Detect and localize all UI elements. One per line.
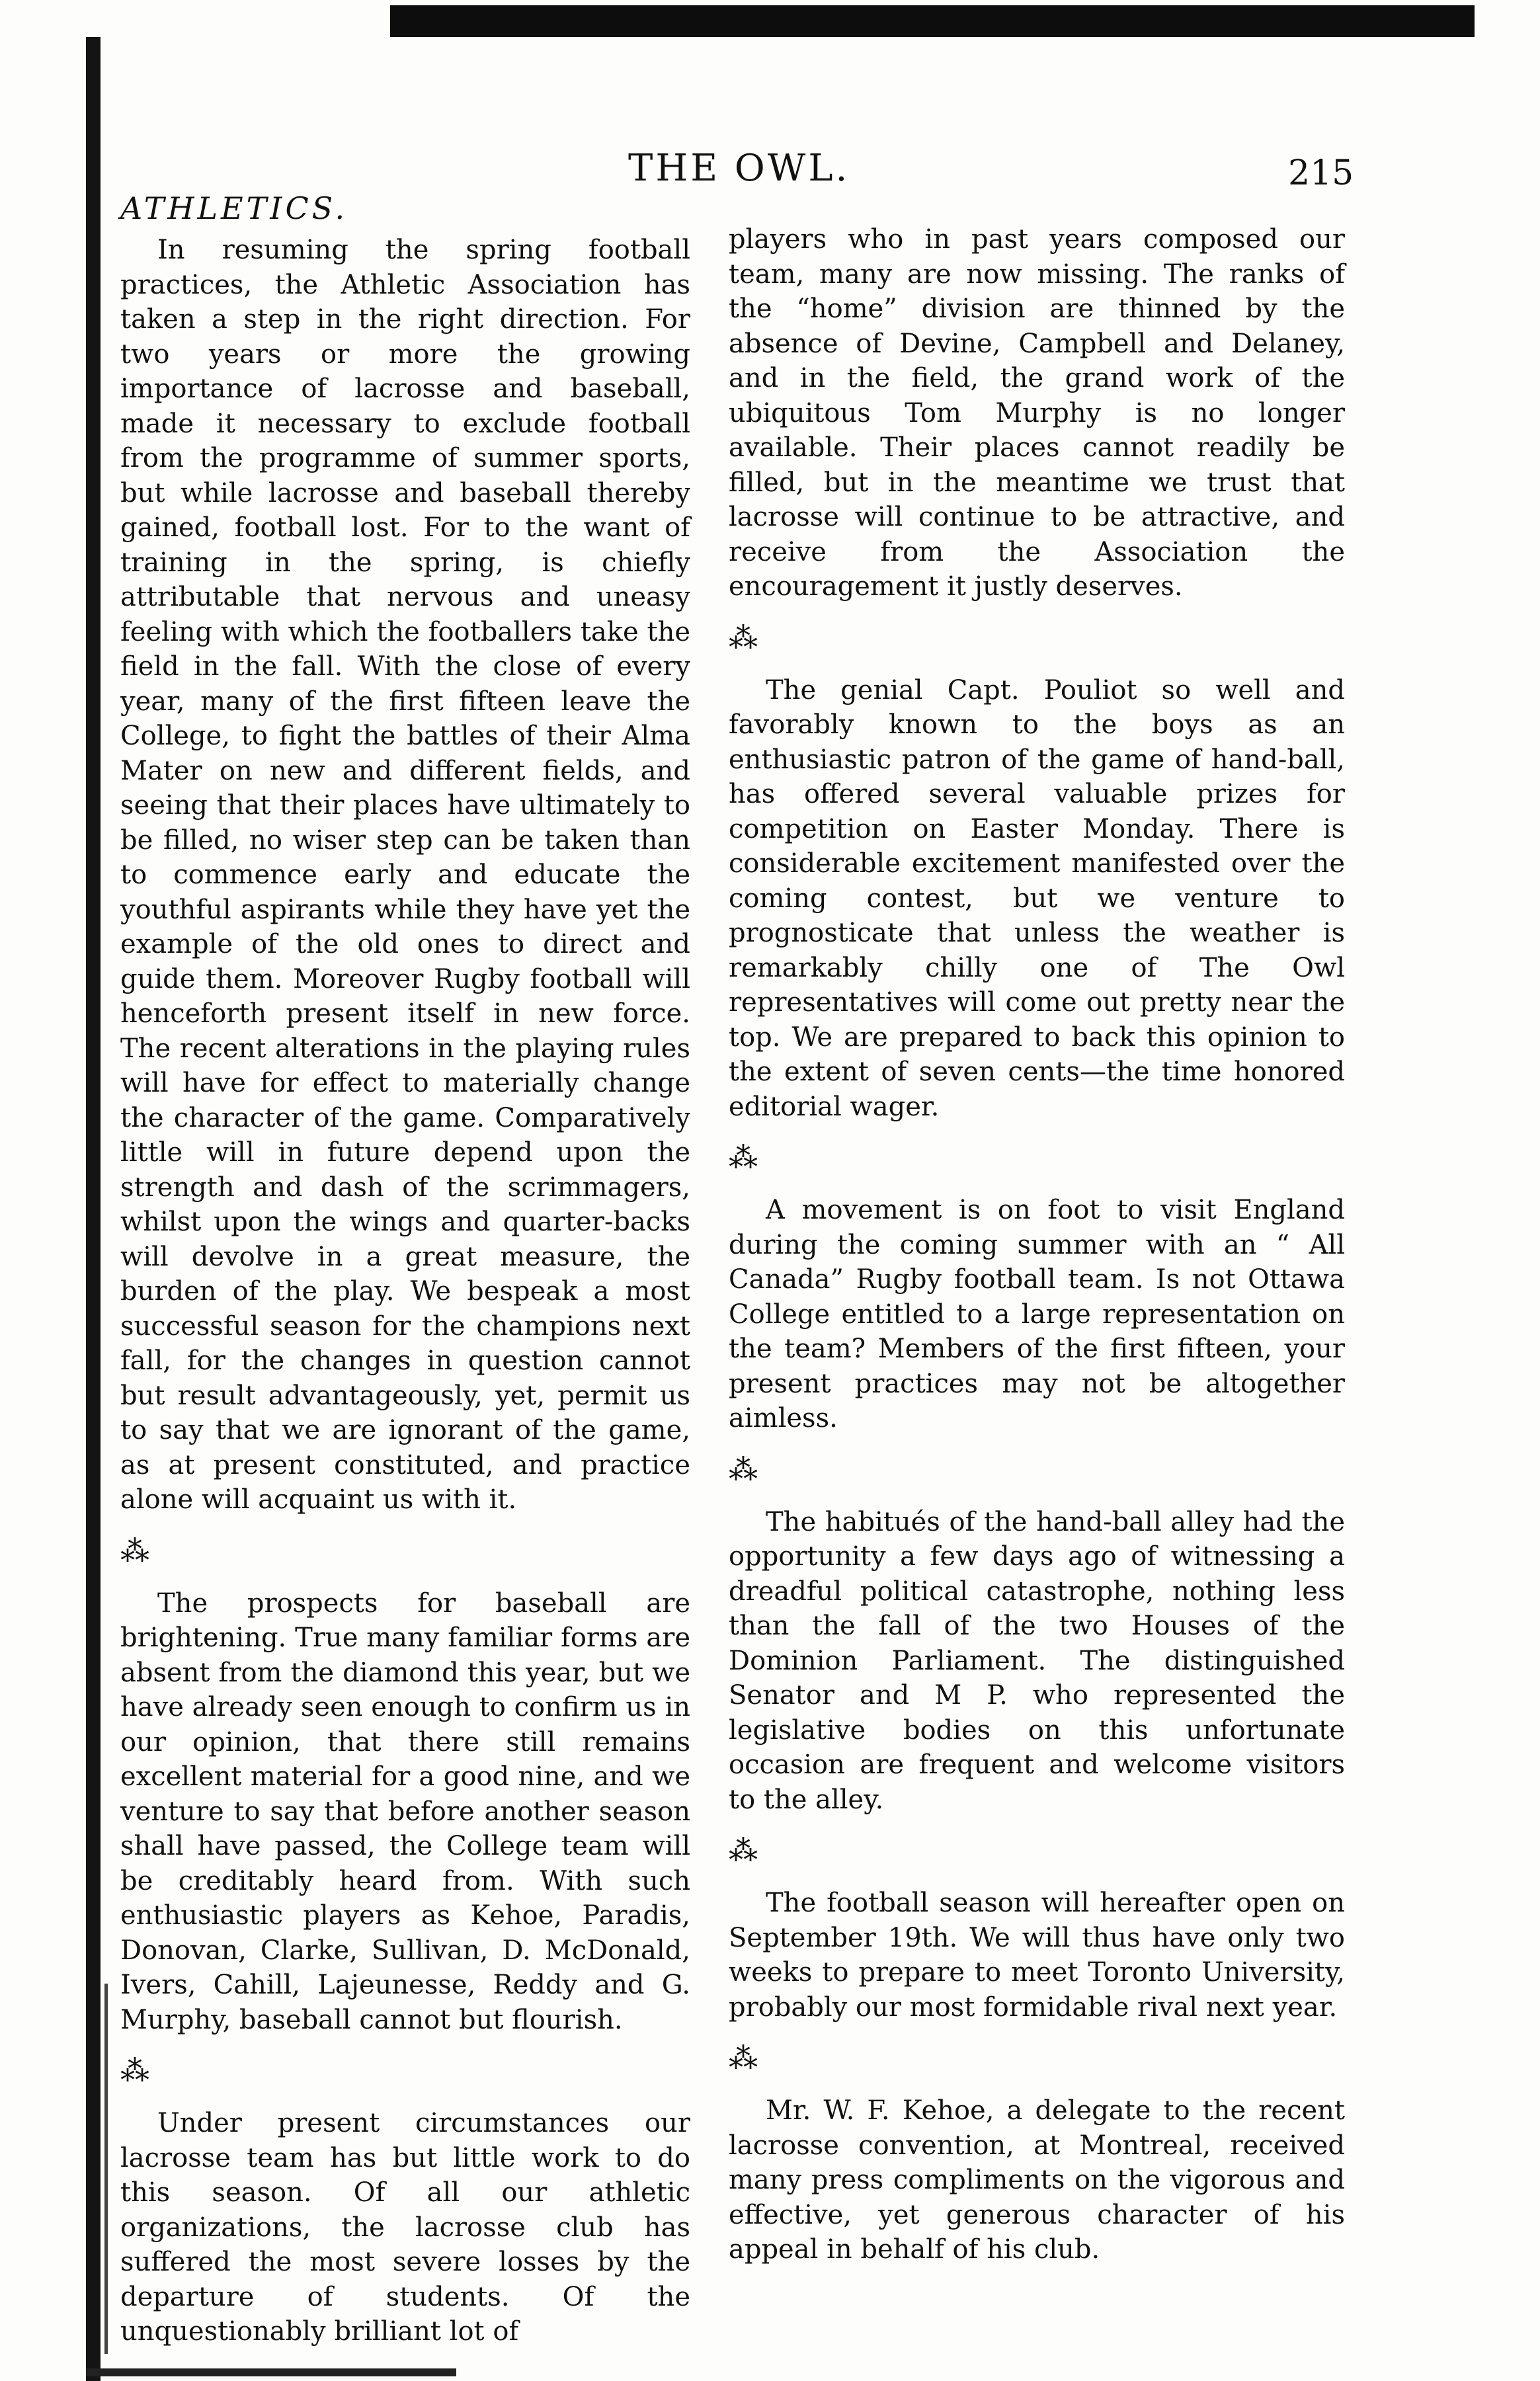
asterism-separator: ⁂ — [729, 621, 760, 655]
page-number: 215 — [1288, 153, 1354, 193]
paragraph-kehoe-delegate: Mr. W. F. Kehoe, a delegate to the recent lacrosse convention, at Montreal, received many press compliments on the vigorous and effective, yet generous character of his appeal in behalf of his club. — [729, 2095, 1345, 2265]
asterism-separator: ⁂ — [729, 1141, 760, 1175]
asterism-separator: ⁂ — [120, 2054, 152, 2088]
paragraph-lacrosse-continued: players who in past years composed our team, many are now missing. The ranks of the “home” division are thinned by the absence of Devine, Campbell and Delaney, and in the field, the grand work of the ubiquitous Tom Murphy is no longer available. Their places cannot readily be filled, but in the meantime we trust that lacrosse will continue to be attractive, and receive from the Association the encouragement it justly deserves. — [729, 224, 1345, 602]
asterism-separator: ⁂ — [729, 1453, 760, 1487]
paragraph-lacrosse: Under present circumstances our lacrosse team has but little work to do this season. Of all our athletic organizations, the lacrosse club has suffered the most severe losses by the departure of students. Of the unquestionably brilliant lot of — [120, 2108, 690, 2347]
paragraph-football-practice: In resuming the spring football practices, the Athletic Association has taken a step in the right direction. For two years or more the growing importance of lacrosse and baseball, made it necessary to exclude football from the programme of summer sports, but while lacrosse and baseball thereby gained, football lost. For to the want of training in the spring, is chiefly attributable that nervous and uneasy feeling with which the footballers take the field in the fall. With the close of every year, many of the first fifteen leave the College, to fight the battles of their Alma Mater on new and different fields, and seeing that their places have ultimately to be filled, no wiser step can be taken than to commence early and educate the youthful aspirants while they have yet the example of the old ones to direct and guide them. Moreover Rugby football will henceforth present itself in new force. The recent alterations in the playing rules will have for effect to materially change the character of the game. Comparatively little will in future depend upon the strength and dash of the scrimmagers, whilst upon the wings and quarter-backs will devolve in a great measure, the burden of the play. We bespeak a most successful season for the champions next fall, for the changes in question cannot but result advantageously, yet, permit us to say that we are ignorant of the game, as at present constituted, and practice alone will acquaint us with it. — [120, 235, 690, 1515]
left-column — [120, 189, 690, 2349]
paragraph-baseball: The prospects for baseball are brightening. True many familiar forms are absent from the diamond this year, but we have already seen enough to confirm us in our opinion, that there still remains excellent material for a good nine, and we venture to say that before another season shall have passed, the College team will be creditably heard from. With such enthusiastic players as Kehoe, Paradis, Donovan, Clarke, Sullivan, D. McDonald, Ivers, Cahill, Lajeunesse, Reddy and G. Murphy, baseball cannot but flourish. — [120, 1588, 690, 2035]
paragraph-handball-prizes: The genial Capt. Pouliot so well and favorably known to the boys as an enthusiastic patron of the game of hand-ball, has offered several valuable prizes for competition on Easter Monday. There is considerable excitement manifested over the coming contest, but we venture to prognosticate that unless the weather is remarkably chilly one of The Owl representatives will come out pretty near the top. We are prepared to back this opinion to the extent of seven cents—the time honored editorial wager. — [729, 674, 1345, 1122]
left-border-rule — [86, 37, 101, 2381]
asterism-separator: ⁂ — [729, 2042, 760, 2076]
bottom-border-rule — [86, 2368, 456, 2376]
right-column — [729, 222, 1345, 2267]
paragraph-handball-alley: The habitués of the hand-ball alley had the opportunity a few days ago of witnessing a dreadful political catastrophe, nothing less than the fall of the two Houses of the Dominion Parliament. The distinguished Senator and M P. who represented the legislative bodies on this unfortunate occasion are frequent and welcome visitors to the alley. — [729, 1506, 1345, 1815]
running-head: THE OWL. — [628, 147, 850, 190]
asterism-separator: ⁂ — [729, 1834, 760, 1868]
left-inner-rule — [104, 1984, 108, 2354]
paragraph-all-canada-team: A movement is on foot to visit England during the coming summer with an “ All Canada” Rugby football team. Is not Ottawa College entitled to a large representation on the team? Members of the first fifteen, your present practices may not be altogether aimless. — [729, 1195, 1345, 1433]
asterism-separator: ⁂ — [120, 1534, 152, 1568]
section-title: ATHLETICS. — [120, 190, 348, 226]
paragraph-football-season: The football season will hereafter open on September 19th. We will thus have only two weeks to prepare to meet Toronto University, probably our most formidable rival next year. — [729, 1888, 1345, 2023]
top-border-rule — [390, 5, 1475, 37]
